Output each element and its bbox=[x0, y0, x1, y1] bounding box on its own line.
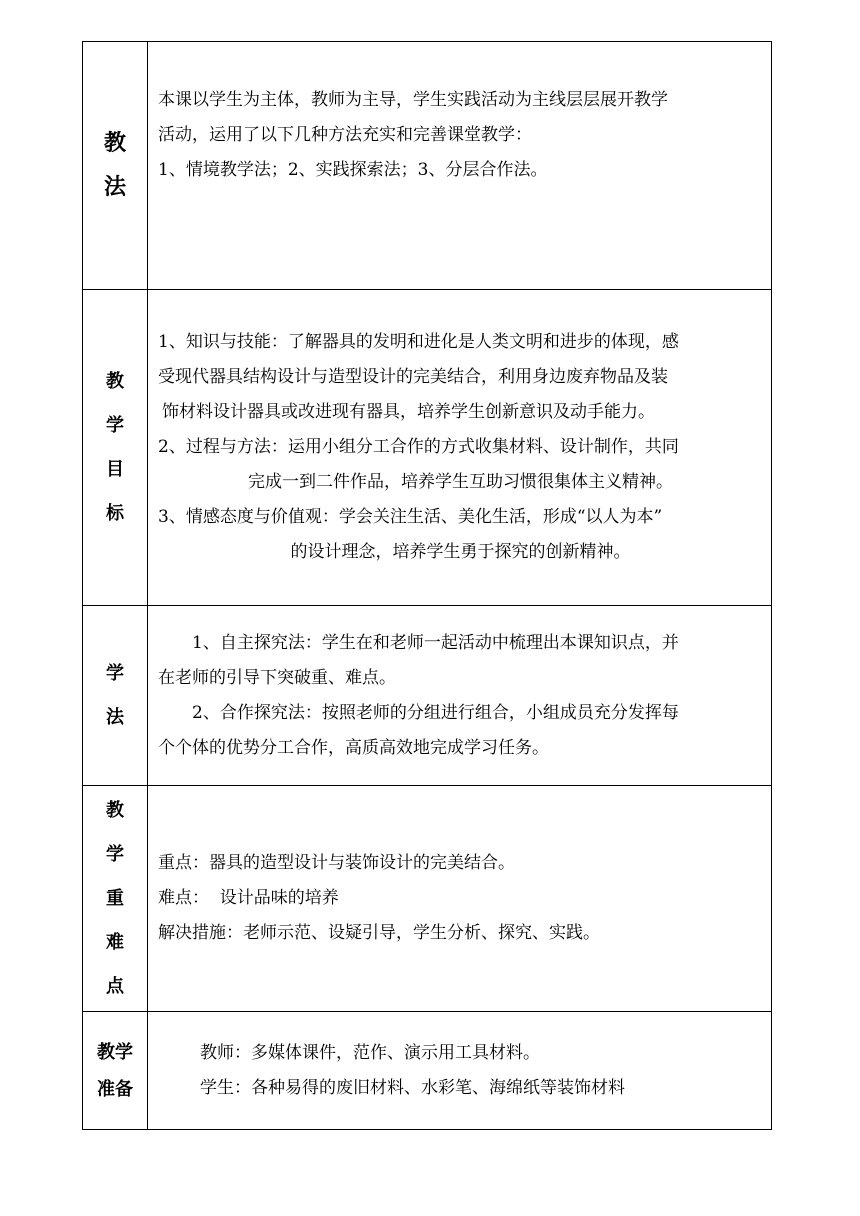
row-content-cell bbox=[148, 1012, 772, 1130]
row-label-char: 学 bbox=[106, 843, 124, 865]
row-label bbox=[106, 360, 124, 536]
row-label-char: 重 bbox=[106, 887, 124, 909]
row-label-cell bbox=[83, 42, 148, 290]
content-line: 解决措施：老师示范、设疑引导，学生分析、探究、实践。 bbox=[158, 923, 600, 943]
content-line: 的设计理念，培养学生勇于探究的创新精神。 bbox=[290, 542, 631, 562]
content-line: 本课以学生为主体，教师为主导，学生实践活动为主线层层展开教学 bbox=[158, 90, 668, 110]
row-label-char: 教学 bbox=[97, 1041, 133, 1063]
content-line: 在老师的引导下突破重、难点。 bbox=[158, 667, 396, 688]
table-row-teaching-preparation bbox=[83, 1012, 772, 1130]
content-line: 个个体的优势分工合作，高质高效地完成学习任务。 bbox=[158, 737, 549, 758]
row-label-char: 教 bbox=[106, 370, 124, 392]
table-row-learning-method bbox=[83, 606, 772, 786]
content-line: 活动，运用了以下几种方法充实和完善课堂教学： bbox=[158, 125, 532, 145]
content-line: 难点： 设计品味的培养 bbox=[158, 888, 339, 908]
content-line: 1、自主探究法：学生在和老师一起活动中梳理出本课知识点，并 bbox=[192, 632, 679, 653]
content-line: 2、过程与方法：运用小组分工合作的方式收集材料、设计制作，共同 bbox=[158, 437, 679, 457]
content-line: 学生：各种易得的废旧材料、水彩笔、海绵纸等装饰材料 bbox=[200, 1077, 625, 1098]
row-content-cell bbox=[148, 42, 772, 290]
row-label-char: 目 bbox=[106, 458, 124, 480]
content-line: 3、情感态度与价值观：学会关注生活、美化生活，形成“以人为本” bbox=[158, 507, 663, 527]
lesson-plan-table bbox=[82, 41, 772, 1130]
row-label-cell bbox=[83, 606, 148, 786]
content-line: 2、合作探究法：按照老师的分组进行组合，小组成员充分发挥每 bbox=[192, 702, 679, 723]
row-label-char: 难 bbox=[106, 931, 124, 953]
content-line: 教师：多媒体课件，范作、演示用工具材料。 bbox=[200, 1042, 540, 1063]
row-label bbox=[106, 789, 124, 1009]
row-label-char: 准备 bbox=[97, 1078, 133, 1100]
row-label bbox=[104, 122, 126, 210]
content-line: 重点：器具的造型设计与装饰设计的完美结合。 bbox=[158, 853, 515, 873]
table-row-teaching-goals bbox=[83, 290, 772, 606]
row-label-cell bbox=[83, 1012, 148, 1130]
row-content-cell bbox=[148, 786, 772, 1012]
row-label bbox=[106, 652, 124, 740]
row-label-char: 教 bbox=[106, 799, 124, 821]
row-content-cell bbox=[148, 606, 772, 786]
row-label-char: 学 bbox=[106, 662, 124, 684]
row-label-char: 法 bbox=[103, 174, 126, 200]
row-label-char: 标 bbox=[106, 502, 124, 524]
table-row-key-difficult-points bbox=[83, 786, 772, 1012]
content-line: 1、情境教学法；2、实践探索法；3、分层合作法。 bbox=[158, 160, 548, 180]
content-line: 受现代器具结构设计与造型设计的完美结合，利用身边废弃物品及装 bbox=[158, 367, 668, 387]
row-label-char: 法 bbox=[106, 706, 124, 728]
table-row-teaching-method bbox=[83, 42, 772, 290]
content-line: 1、知识与技能：了解器具的发明和进化是人类文明和进步的体现，感 bbox=[158, 332, 679, 352]
row-content-cell bbox=[148, 290, 772, 606]
row-label-cell bbox=[83, 786, 148, 1012]
row-label-char: 教 bbox=[103, 130, 126, 156]
content-line: 饰材料设计器具或改进现有器具，培养学生创新意识及动手能力。 bbox=[162, 402, 655, 422]
row-label-cell bbox=[83, 290, 148, 606]
row-label-char: 点 bbox=[106, 975, 124, 997]
row-label-char: 学 bbox=[106, 414, 124, 436]
content-line: 完成一到二件作品，培养学生互助习惯很集体主义精神。 bbox=[248, 472, 673, 492]
row-label bbox=[97, 1034, 133, 1108]
